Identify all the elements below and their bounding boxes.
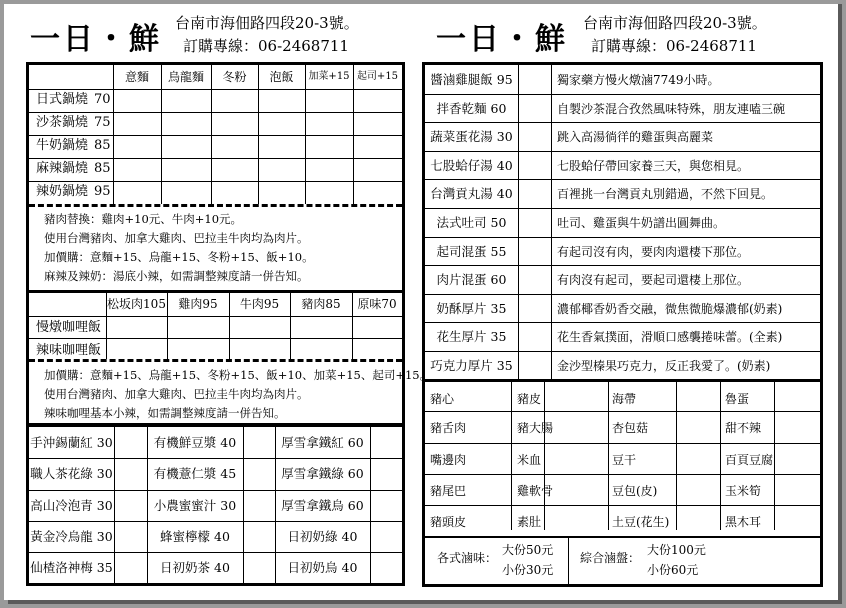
grid-line xyxy=(29,181,402,182)
side-item: 豬尾巴 xyxy=(430,484,467,498)
dish-name: 醬滷雞腿飯 95 xyxy=(430,72,513,87)
dish-description: 獨家藥方慢火燉滷7749小時。 xyxy=(557,73,720,87)
dish-name: 拌香乾麵 60 xyxy=(436,101,507,116)
side-item: 甜不辣 xyxy=(725,421,762,435)
dish-name: 肉片混蛋 60 xyxy=(436,272,507,287)
dish-description: 金沙型榛果巧克力，反正我愛了。(奶素) xyxy=(557,359,771,373)
grid-line xyxy=(425,151,820,152)
drink-item: 厚雪拿鐵烏 60 xyxy=(281,498,364,513)
drink-item: 仙楂洛神梅 35 xyxy=(30,560,113,575)
side-item: 雞軟骨 xyxy=(517,484,554,498)
noodle-col-header: 起司+15 xyxy=(356,71,399,82)
grid-line xyxy=(29,158,402,159)
side-item: 杏包菇 xyxy=(612,421,649,435)
grid-line xyxy=(551,65,552,379)
side-item: 米血 xyxy=(517,453,542,467)
dish-name: 蔬菜蛋花湯 30 xyxy=(430,129,513,144)
side-item: 素肚 xyxy=(517,515,542,529)
noodle-name: 麻辣鍋燒 xyxy=(36,161,89,176)
noodle-price: 95 xyxy=(94,184,111,199)
phone: 訂購專線：06-2468711 xyxy=(183,37,349,55)
noodle-price: 85 xyxy=(94,138,111,153)
combo-divider xyxy=(425,537,820,538)
grid-line xyxy=(29,338,402,339)
side-item: 豆包(皮) xyxy=(612,484,658,498)
page-shadow-bottom xyxy=(8,600,842,604)
dish-description: 有肉沒有起司，要起司還棲上那位。 xyxy=(557,273,750,287)
drink-item: 有機鮮豆漿 40 xyxy=(153,435,237,450)
grid-line xyxy=(425,208,820,209)
page-shadow-right xyxy=(838,4,842,604)
dish-description: 七股蛤仔帶回家養三天，與您相見。 xyxy=(557,159,750,173)
side-item: 黑木耳 xyxy=(725,515,762,529)
grid-line xyxy=(114,427,115,583)
curry-col-header: 原味70 xyxy=(357,297,397,311)
side-item: 海帶 xyxy=(612,392,637,406)
dish-description: 跳入高湯徜徉的雞蛋與高麗菜 xyxy=(557,130,714,144)
grid-line xyxy=(676,382,677,530)
side-item: 豬心 xyxy=(430,392,455,406)
drink-item: 手沖錫蘭紅 30 xyxy=(30,435,113,450)
grid-line xyxy=(425,294,820,295)
drink-item: 職人茶花綠 30 xyxy=(30,466,113,481)
brand-title: 一日・鮮 xyxy=(30,22,162,57)
dish-name: 台灣貢丸湯 40 xyxy=(430,186,513,201)
side-item: 豬頭皮 xyxy=(430,515,467,529)
combo-label: 各式滷味： xyxy=(437,551,498,565)
side-item: 魯蛋 xyxy=(725,392,750,406)
dish-name: 巧克力厚片 35 xyxy=(430,358,513,373)
grid-line xyxy=(425,322,820,323)
combo-price-large: 大份50元 xyxy=(502,543,554,557)
curry-col-header: 松坂肉105 xyxy=(107,297,166,311)
grid-line xyxy=(774,382,775,530)
drink-item: 日初奶綠 40 xyxy=(287,529,358,544)
grid-line xyxy=(243,427,244,583)
grid-line xyxy=(425,505,820,506)
grid-line xyxy=(29,89,402,90)
drink-item: 日初奶茶 40 xyxy=(160,560,230,575)
curry-note: 使用台灣豬肉、加拿大雞肉、巴拉圭牛肉均為肉片。 xyxy=(44,387,309,401)
grid-line xyxy=(425,122,820,123)
noodle-col-header: 泡飯 xyxy=(269,70,294,84)
noodle-name: 辣奶鍋燒 xyxy=(36,184,89,199)
noodle-note: 麻辣及辣奶：湯底小辣，如需調整辣度請一併告知。 xyxy=(44,269,309,283)
grid-line xyxy=(29,135,402,136)
dish-name: 奶酥厚片 35 xyxy=(436,301,507,316)
noodle-name: 日式鍋燒 xyxy=(36,92,89,107)
noodle-note: 豬肉替換：雞肉+10元、牛肉+10元。 xyxy=(44,212,243,226)
grid-line xyxy=(511,382,512,530)
grid-line xyxy=(544,382,545,530)
drink-item: 黃金冷烏龍 30 xyxy=(30,529,113,544)
grid-line xyxy=(425,351,820,352)
dish-description: 百裡挑一台灣貢丸別錯過，不然下回見。 xyxy=(557,187,774,201)
dish-description: 濃郁椰香奶香交融，微焦微脆爆濃郁(奶素) xyxy=(557,302,783,316)
noodle-price: 70 xyxy=(94,92,111,107)
side-item: 土豆(花生) xyxy=(612,515,670,529)
curry-col-header: 牛肉95 xyxy=(239,297,280,311)
curry-name: 辣味咖哩飯 xyxy=(36,343,102,358)
grid-line xyxy=(518,65,519,379)
dish-name: 七股蛤仔湯 40 xyxy=(430,158,513,173)
noodle-note: 使用台灣豬肉、加拿大雞肉、巴拉圭牛肉均為肉片。 xyxy=(44,231,309,245)
noodle-name: 沙茶鍋燒 xyxy=(36,115,89,130)
grid-line xyxy=(29,552,402,553)
dashed-divider xyxy=(29,359,402,362)
combo-price-small: 小份30元 xyxy=(502,563,554,577)
address: 台南市海佃路四段20-3號。 xyxy=(175,14,359,32)
curry-col-header: 雞肉95 xyxy=(178,297,218,311)
dashed-divider xyxy=(29,204,402,207)
side-item: 豬皮 xyxy=(517,392,542,406)
grid-line xyxy=(370,427,371,583)
grid-line xyxy=(425,237,820,238)
dish-description: 自製沙茶混合孜然風味特殊，朋友連嗑三碗 xyxy=(557,102,786,116)
curry-note: 加價購：意麵+15、烏龍+15、冬粉+15、飯+10、加菜+15、起司+15。 xyxy=(44,368,432,382)
drink-item: 日初奶烏 40 xyxy=(287,560,358,575)
side-item: 豬大腸 xyxy=(517,421,554,435)
side-item: 豬舌肉 xyxy=(430,421,467,435)
dish-name: 法式吐司 50 xyxy=(436,215,507,230)
drink-item: 有機薏仁漿 45 xyxy=(153,466,237,481)
side-item: 嘴邊肉 xyxy=(430,453,467,467)
grid-line xyxy=(720,382,721,530)
drink-item: 厚雪拿鐵紅 60 xyxy=(281,435,364,450)
drink-item: 厚雪拿鐵綠 60 xyxy=(281,466,364,481)
curry-name: 慢燉咖哩飯 xyxy=(36,320,102,335)
combo-label: 綜合滷盤： xyxy=(580,551,641,565)
curry-col-header: 豬肉85 xyxy=(301,297,341,311)
noodle-price: 85 xyxy=(94,161,111,176)
grid-line xyxy=(29,458,402,459)
noodle-col-header: 冬粉 xyxy=(222,70,247,84)
side-item: 玉米筍 xyxy=(725,484,762,498)
brand-title: 一日・鮮 xyxy=(436,22,568,57)
grid-line xyxy=(29,112,402,113)
noodle-col-header: 意麵 xyxy=(124,70,149,84)
grid-line xyxy=(425,411,820,412)
dish-description: 有起司沒有肉，要肉肉還棲下那位。 xyxy=(557,245,750,259)
curry-note: 辣味咖哩基本小辣，如需調整辣度請一併告知。 xyxy=(44,406,286,420)
dish-description: 花生香氣撲面，滑順口感襲捲味蕾。(全素) xyxy=(557,330,783,344)
dish-name: 花生厚片 35 xyxy=(436,329,507,344)
combo-price-small: 小份60元 xyxy=(647,563,699,577)
grid-line xyxy=(608,382,609,530)
grid-line xyxy=(425,474,820,475)
noodle-note: 加價購：意麵+15、烏龍+15、冬粉+15、飯+10。 xyxy=(44,250,314,264)
noodle-col-header: 加菜+15 xyxy=(308,71,350,82)
noodle-col-header: 烏龍麵 xyxy=(167,70,204,84)
side-item: 豆干 xyxy=(612,453,637,467)
side-item: 百頁豆腐 xyxy=(725,453,774,467)
grid-line xyxy=(29,521,402,522)
phone: 訂購專線：06-2468711 xyxy=(591,37,757,55)
combo-price-large: 大份100元 xyxy=(647,543,706,557)
drink-item: 蜂蜜檸檬 40 xyxy=(160,529,230,544)
noodle-name: 牛奶鍋燒 xyxy=(36,138,89,153)
grid-line xyxy=(425,179,820,180)
noodle-price: 75 xyxy=(94,115,111,130)
grid-line xyxy=(425,94,820,95)
grid-line xyxy=(425,443,820,444)
drink-item: 小農蜜蜜汁 30 xyxy=(153,498,237,513)
dish-name: 起司混蛋 55 xyxy=(436,244,507,259)
drink-item: 高山冷泡青 30 xyxy=(30,498,113,513)
grid-line xyxy=(425,265,820,266)
grid-line xyxy=(29,316,402,317)
grid-line xyxy=(29,490,402,491)
dish-description: 吐司、雞蛋與牛奶譜出圓舞曲。 xyxy=(557,216,726,230)
address: 台南市海佃路四段20-3號。 xyxy=(583,14,767,32)
grid-line xyxy=(568,537,569,584)
